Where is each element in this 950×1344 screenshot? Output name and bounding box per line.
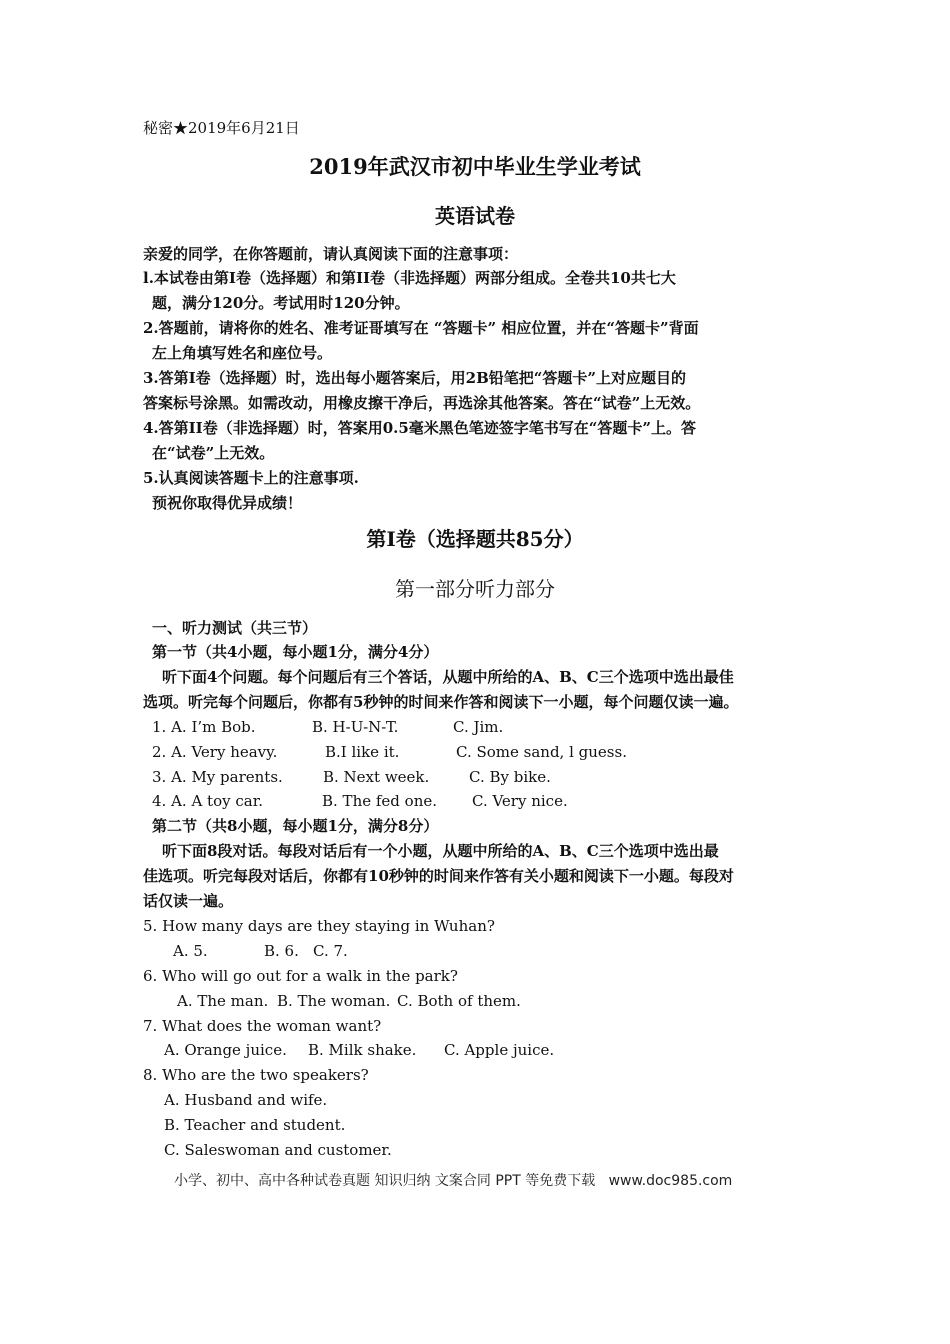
- q3-option-c: C. By bike.: [469, 768, 551, 786]
- q4-option-a: 4. A. A toy car.: [152, 792, 263, 810]
- notice-item-5: 5.认真阅读答题卡上的注意事项.: [143, 469, 359, 487]
- notice-item-3b: 答案标号涂黑。如需改动，用橡皮擦干净后，再选涂其他答案。答在“试卷”上无效。: [143, 394, 701, 412]
- section2-instruction-b: 佳选项。听完每段对话后，你都有10秒钟的时间来作答有关小题和阅读下一小题。每段对: [143, 867, 734, 885]
- q7-option-c: C. Apple juice.: [444, 1041, 555, 1059]
- volume-title: 第I卷（选择题共85分）: [366, 527, 584, 551]
- notice-item-2b: 左上角填写姓名和座位号。: [152, 344, 333, 362]
- q8-stem: 8. Who are the two speakers?: [143, 1066, 369, 1084]
- section2-instruction-a: 听下面8段对话。每段对话后有一个小题，从题中所给的A、B、C三个选项中选出最: [162, 842, 719, 860]
- q3-option-a: 3. A. My parents.: [152, 768, 283, 786]
- notice-item-3a: 3.答第I卷（选择题）时，选出每小题答案后，用2B铅笔把“答题卡”上对应题目的: [143, 369, 687, 387]
- q7-option-b: B. Milk shake.: [308, 1041, 417, 1059]
- q5-option-b: B. 6.: [264, 942, 299, 960]
- q2-option-b: B.I like it.: [325, 743, 400, 761]
- q7-stem: 7. What does the woman want?: [143, 1017, 382, 1035]
- q6-stem: 6. Who will go out for a walk in the park?: [143, 967, 458, 985]
- q1-option-b: B. H-U-N-T.: [312, 718, 399, 736]
- exam-subtitle: 英语试卷: [435, 204, 515, 228]
- q6-option-c: C. Both of them.: [397, 992, 521, 1010]
- q1-option-c: C. Jim.: [453, 718, 504, 736]
- q2-option-c: C. Some sand, l guess.: [456, 743, 627, 761]
- notice-item-4a: 4.答第II卷（非选择题）时，答案用0.5毫米黑色笔迹签字笔书写在“答题卡”上。答: [143, 419, 697, 437]
- notice-wish: 预祝你取得优异成绩！: [152, 494, 303, 512]
- q2-option-a: 2. A. Very heavy.: [152, 743, 278, 761]
- exam-title: 2019年武汉市初中毕业生学业考试: [309, 154, 641, 179]
- q5-option-a: A. 5.: [173, 942, 208, 960]
- section2-heading: 第二节（共8小题，每小题1分，满分8分）: [152, 817, 439, 835]
- q6-option-a: A. The man.: [177, 992, 269, 1010]
- notice-intro: 亲爱的同学，在你答题前，请认真阅读下面的注意事项：: [143, 245, 519, 263]
- q6-option-b: B. The woman.: [277, 992, 391, 1010]
- notice-item-1a: l.本试卷由第I卷（选择题）和第II卷（非选择题）两部分组成。全卷共10共七大: [143, 269, 676, 287]
- q4-option-b: B. The fed one.: [322, 792, 438, 810]
- q5-option-c: C. 7.: [313, 942, 348, 960]
- q4-option-c: C. Very nice.: [472, 792, 568, 810]
- part-title: 第一部分听力部分: [395, 577, 555, 601]
- q5-stem: 5. How many days are they staying in Wuhan?: [143, 917, 495, 935]
- section1-instruction-b: 选项。听完每个问题后，你都有5秒钟的时间来作答和阅读下一小题，每个问题仅读一遍。: [143, 693, 739, 711]
- notice-item-2a: 2.答题前，请将你的姓名、准考证哥填写在 “答题卡” 相应位置，并在“答题卡”背面: [143, 319, 699, 337]
- notice-item-1b: 题，满分120分。考试用时120分钟。: [152, 294, 410, 312]
- confidential-date-line: 秘密★2019年6月21日: [143, 119, 300, 137]
- q8-option-c: C. Saleswoman and customer.: [164, 1141, 392, 1159]
- q8-option-b: B. Teacher and student.: [164, 1116, 346, 1134]
- q8-option-a: A. Husband and wife.: [164, 1091, 328, 1109]
- section1-instruction-a: 听下面4个问题。每个问题后有三个答话，从题中所给的A、B、C三个选项中选出最佳: [162, 668, 734, 686]
- notice-item-4b: 在“试卷”上无效。: [152, 444, 275, 462]
- q1-option-a: 1. A. I’m Bob.: [152, 718, 256, 736]
- q3-option-b: B. Next week.: [323, 768, 430, 786]
- section1-heading: 第一节（共4小题，每小题1分，满分4分）: [152, 643, 439, 661]
- section-heading: 一、听力测试（共三节）: [152, 619, 318, 637]
- section2-instruction-c: 话仅读一遍。: [143, 892, 234, 910]
- footer-download-note: 小学、初中、高中各种试卷真题 知识归纳 文案合同 PPT 等免费下载 www.doc985.com: [174, 1173, 733, 1189]
- q7-option-a: A. Orange juice.: [164, 1041, 287, 1059]
